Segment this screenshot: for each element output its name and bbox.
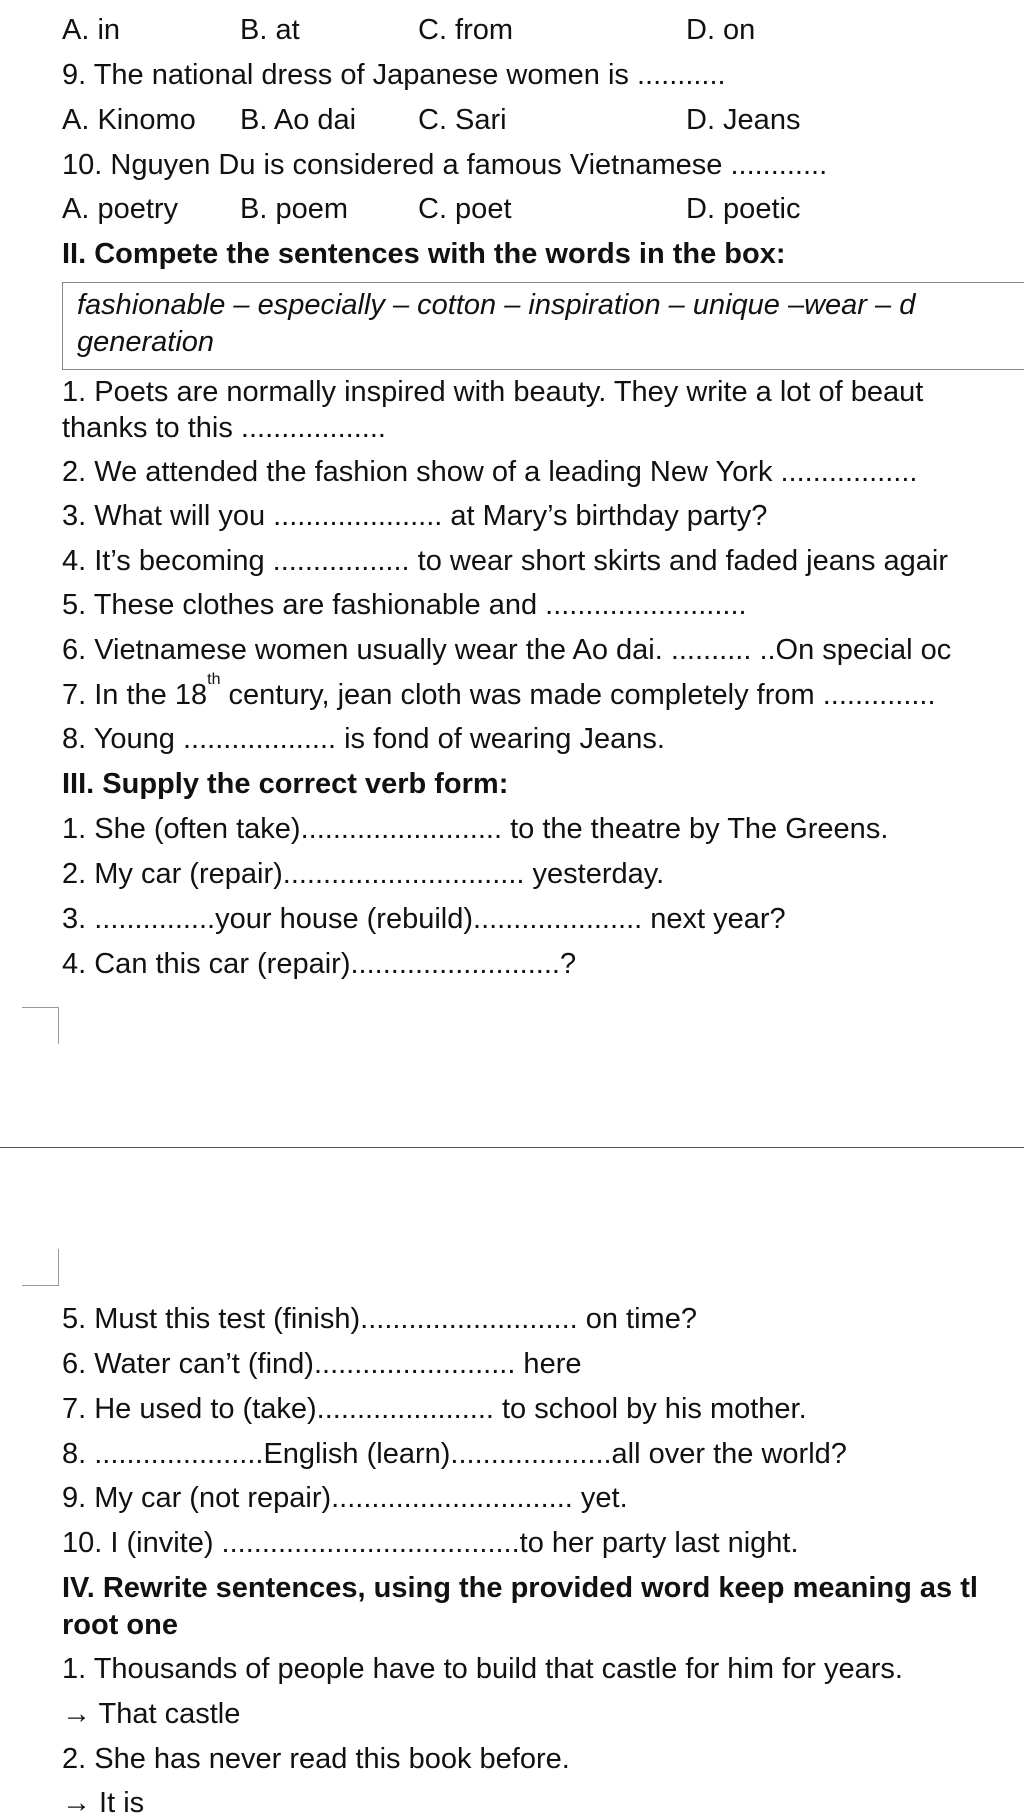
s3-item-9: 9. My car (not repair).............................. yet. (62, 1482, 628, 1514)
s4-item-2-answer: → It is (62, 1787, 145, 1819)
s3-item-8: 8. .....................English (learn)....................all over the world? (62, 1438, 847, 1470)
s4-item-2: 2. She has never read this book before. (62, 1743, 570, 1775)
s2-item-4: 4. It’s becoming ................. to wear short skirts and faded jeans agair (62, 545, 949, 577)
s2-item-7 (62, 671, 936, 712)
s3-item-7: 7. He used to (take)...................... to school by his mother. (62, 1393, 807, 1425)
q10-option-b: B. poem (240, 193, 348, 225)
q9-stem: 9. The national dress of Japanese women is ........... (62, 59, 726, 91)
q10-option-c: C. poet (418, 193, 512, 225)
section-4-heading-line-2: root one (62, 1609, 178, 1641)
section-4-heading-line-1: IV. Rewrite sentences, using the provided word keep meaning as tl (62, 1572, 978, 1604)
q10-stem: 10. Nguyen Du is considered a famous Vietnamese ............ (62, 149, 828, 181)
s2-item-2: 2. We attended the fashion show of a leading New York ................. (62, 456, 918, 488)
q9-option-b: B. Ao dai (240, 104, 357, 136)
s2-item-1-line-2: thanks to this .................. (62, 412, 386, 444)
q8-option-c: C. from (418, 14, 514, 46)
section-2-heading: II. Compete the sentences with the words in the box: (62, 238, 786, 270)
q10-option-a: A. poetry (62, 193, 179, 225)
word-box-line-2: generation (77, 326, 215, 358)
word-box (62, 282, 1024, 370)
s2-item-3: 3. What will you ..................... at Mary’s birthday party? (62, 500, 768, 532)
s2-item-7-superscript: th (207, 671, 221, 688)
s3-item-10: 10. I (invite) .....................................to her party last night. (62, 1527, 799, 1559)
q10-option-d: D. poetic (686, 193, 801, 225)
s3-item-3: 3. ...............your house (rebuild)..................... next year? (62, 903, 786, 935)
s2-item-1-line-1: 1. Poets are normally inspired with beauty. They write a lot of beaut (62, 376, 924, 408)
word-box-line-1: fashionable – especially – cotton – inspiration – unique –wear – d (77, 289, 916, 321)
q8-option-b: B. at (240, 14, 300, 46)
s3-item-5: 5. Must this test (finish)........................... on time? (62, 1303, 697, 1335)
s2-item-5: 5. These clothes are fashionable and ......................... (62, 589, 747, 621)
page-break-line (0, 1147, 1024, 1148)
s2-item-8: 8. Young ................... is fond of wearing Jeans. (62, 723, 665, 755)
q9-option-c: C. Sari (418, 104, 507, 136)
page-corner-mark-bottom (22, 1007, 59, 1044)
page-corner-mark-top (22, 1249, 59, 1286)
q8-option-a: A. in (62, 14, 121, 46)
s3-item-4: 4. Can this car (repair)..........................? (62, 948, 577, 980)
q8-option-d: D. on (686, 14, 756, 46)
s2-item-7-end: century, jean cloth was made completely from .............. (220, 679, 936, 711)
q9-option-a: A. Kinomo (62, 104, 196, 136)
s4-item-1: 1. Thousands of people have to build that castle for him for years. (62, 1653, 903, 1685)
s4-item-1-answer: → That castle (62, 1698, 241, 1730)
s3-item-6: 6. Water can’t (find)......................... here (62, 1348, 582, 1380)
section-3-heading: III. Supply the correct verb form: (62, 768, 509, 800)
s2-item-6: 6. Vietnamese women usually wear the Ao dai. .......... ..On special oc (62, 634, 952, 666)
s3-item-1: 1. She (often take)......................... to the theatre by The Greens. (62, 813, 889, 845)
s2-item-7-start: 7. In the 18 (62, 679, 208, 711)
s3-item-2: 2. My car (repair).............................. yesterday. (62, 858, 665, 890)
q9-option-d: D. Jeans (686, 104, 801, 136)
